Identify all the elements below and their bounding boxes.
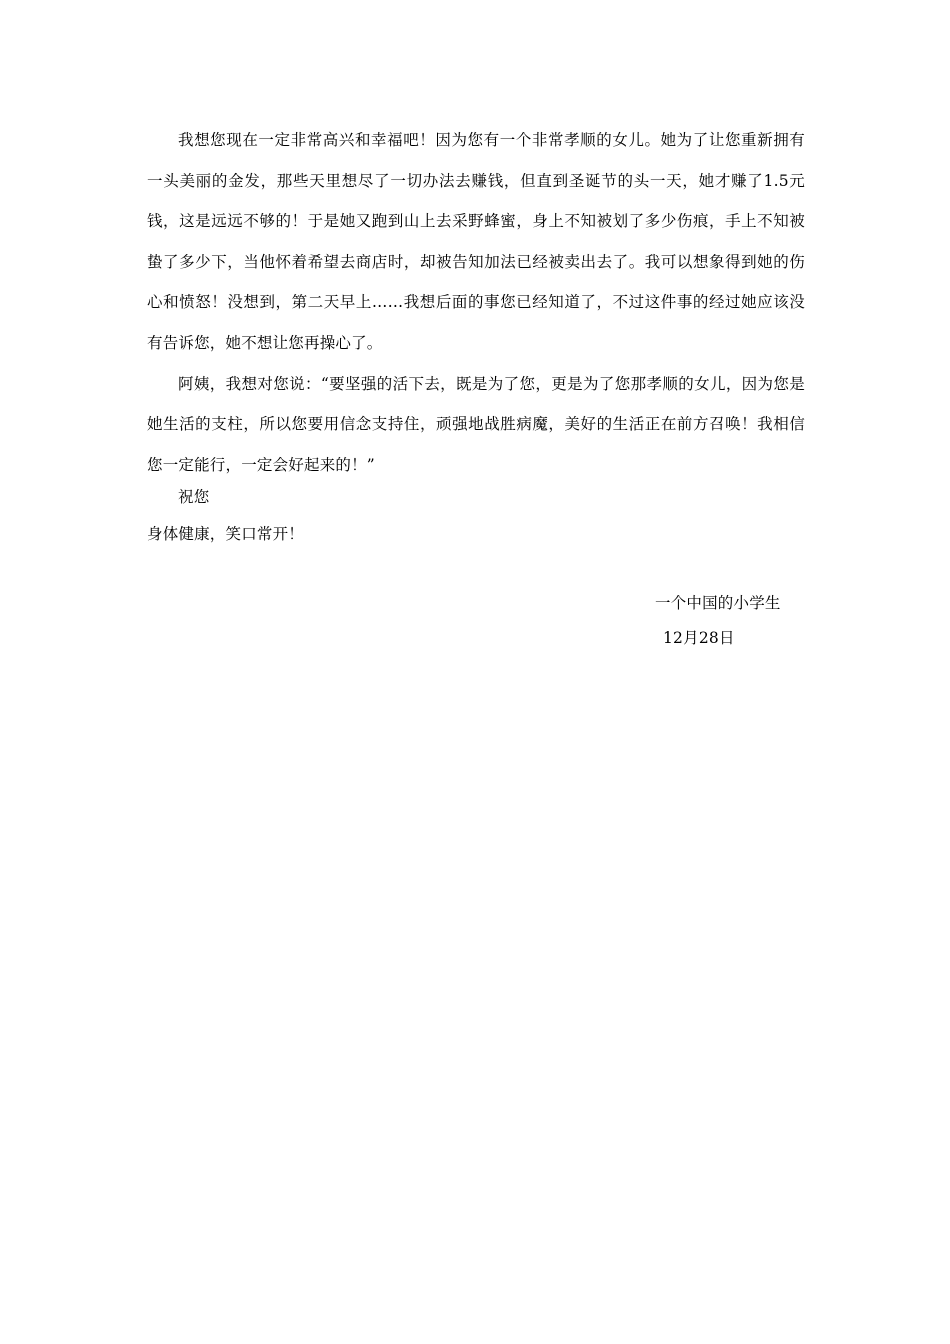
letter-body xyxy=(147,120,805,485)
closing-greeting: 祝您 xyxy=(178,488,210,506)
signature: 一个中国的小学生 xyxy=(655,594,781,612)
closing-wish: 身体健康，笑口常开！ xyxy=(147,525,305,543)
letter-date: 12月28日 xyxy=(663,629,735,647)
paragraph-praise: 我想您现在一定非常高兴和幸福吧！因为您有一个非常孝顺的女儿。她为了让您重新拥有一头美丽的金发，那些天里想尽了一切办法去赚钱，但直到圣诞节的头一天，她才赚了1.5元钱，这是远远不够的！于是她又跑到山上去采野蜂蜜，身上不知被划了多少伤痕，手上不知被蛰了多少下，当他怀着希望去商店时，却被告知加法已经被卖出去了。我可以想象得到她的伤心和愤怒！没想到，第二天早上……我想后面的事您已经知道了，不过这件事的经过她应该没有告诉您，她不想让您再操心了。 xyxy=(147,131,805,352)
paragraph-encouragement: 阿姨，我想对您说：“要坚强的活下去，既是为了您，更是为了您那孝顺的女儿，因为您是她生活的支柱，所以您要用信念支持住，顽强地战胜病魔，美好的生活正在前方召唤！我相信您一定能行，一定会好起来的！” xyxy=(147,374,805,474)
